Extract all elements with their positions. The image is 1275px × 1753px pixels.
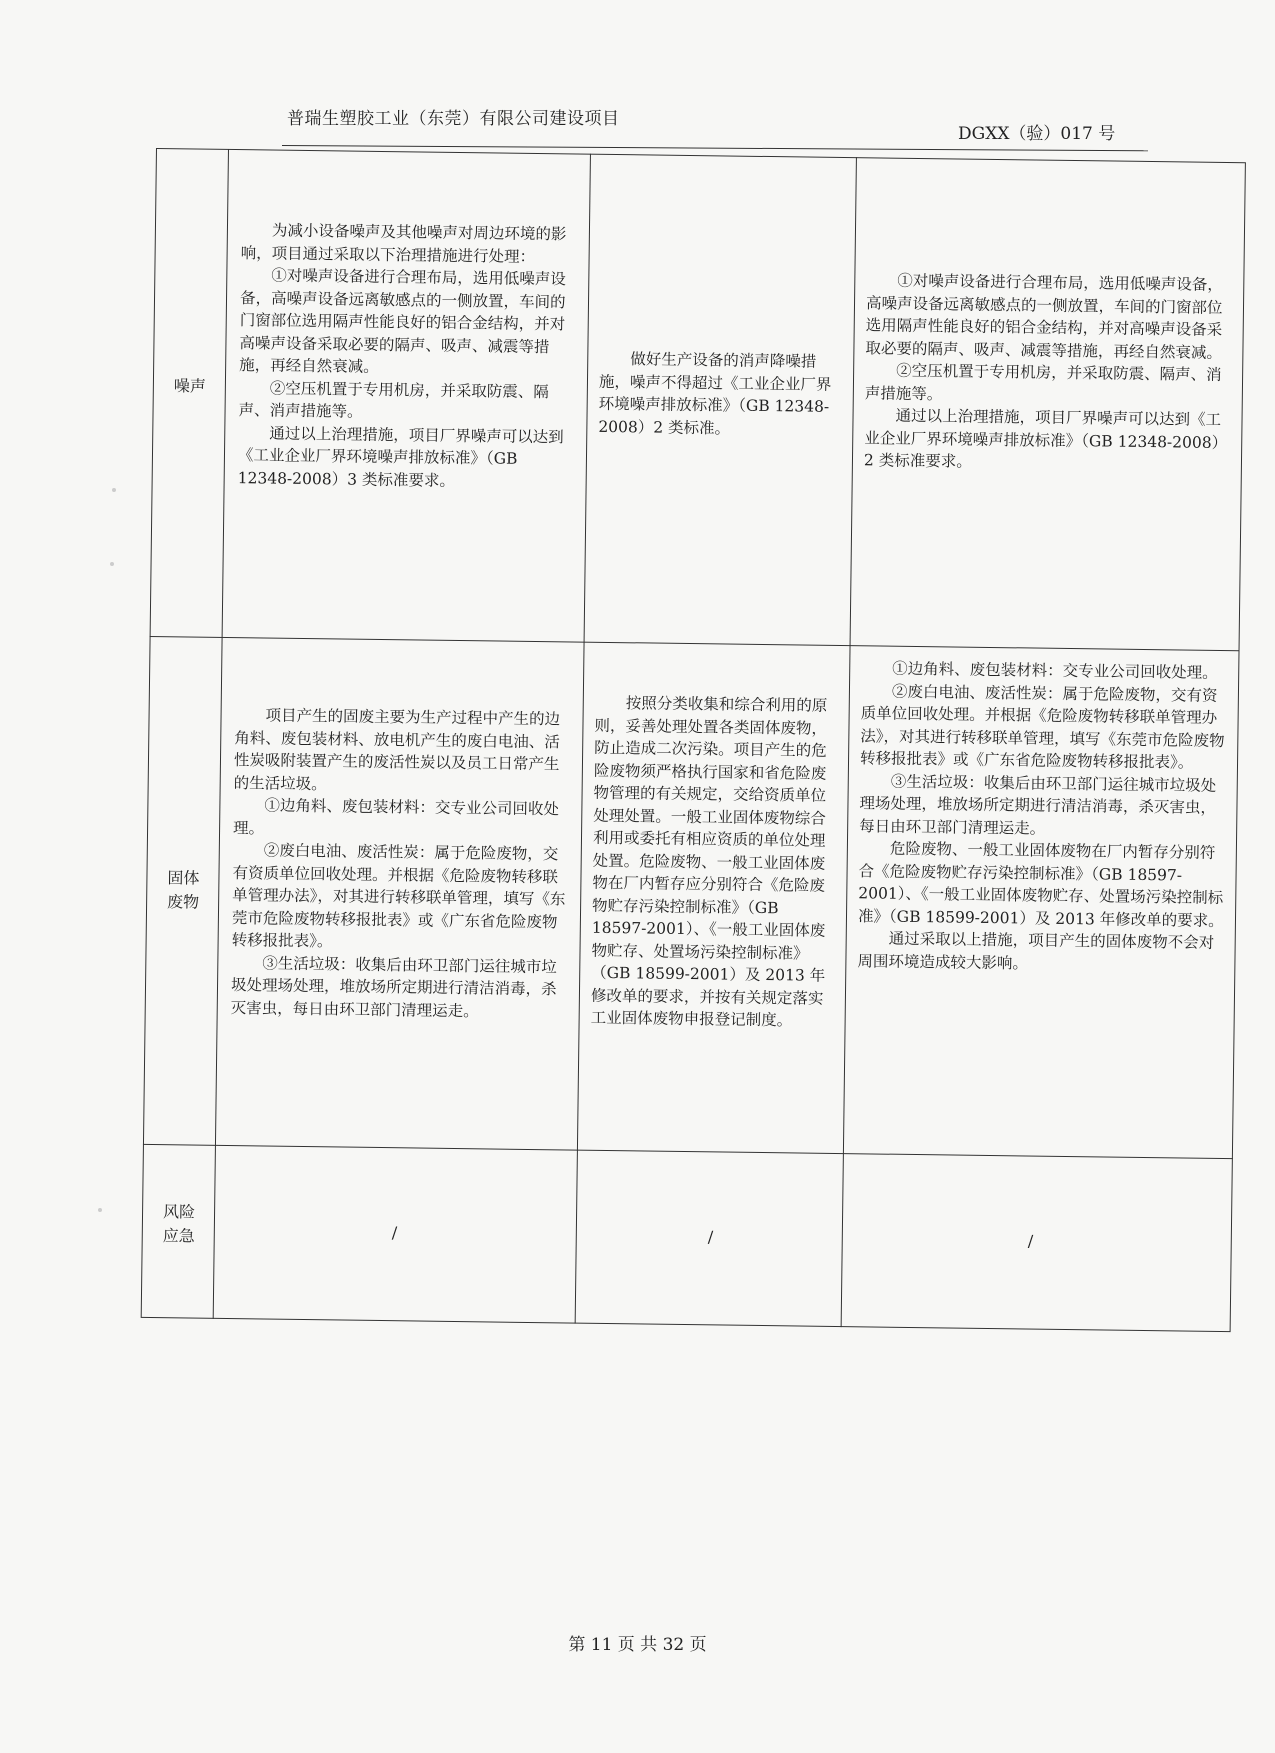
header-doc-number: DGXX（验）017 号 (958, 124, 1116, 144)
solid-waste-requirements-cell: 按照分类收集和综合利用的原则，妥善处理处置各类固体废物，防止造成二次污染。项目产生的危险废物须严格执行国家和省危险废物管理的有关规定，交给资质单位处理处置。一般工业固体废物综合利用或委托有相应资质的单位处理处置。危险废物、一般工业固体废物在厂内暂存应分别符合《危险废物贮存污染控制标准》（GB 18597-2001）、《一般工业固体废物贮存、处置场污染控制标准》（GB 18599-2001）及 2013 年修改单的要求，并按有关规定落实工业固体废物申报登记制度。 (590, 693, 828, 1030)
noise-implementation-cell: ①对噪声设备进行合理布局，选用低噪声设备，高噪声设备远离敏感点的一侧放置，车间的门窗部位选用隔声性能良好的铝合金结构，并对高噪声设备采取必要的隔声、吸声、减震等措施，再经自然衰减。 ②空压机置于专用机房，并采取防震、隔声、消声措施等。 通过以上治理措施，项目厂界噪声可以达到《工业企业厂界环境噪声排放标准》（GB 12348-2008）2 类标准要求。 (863, 271, 1228, 471)
solid-waste-implementation-cell: ①边角料、废包装材料：交专业公司回收处理。 ②废白电油、废活性炭：属于危险废物，交有资质单位回收处理。并根据《危险废物转移联单管理办法》，对其进行转移联单管理，填写《东莞市危险废物转移报批表》或《广东省危险废物转移报批表》。 ③生活垃圾：收集后由环卫部门运往城市垃圾处理场处理，堆放场所定期进行清洁消毒，杀灭害虫，每日由环卫部门清理运走。 危险废物、一般工业固体废物在厂内暂存分别符合《危险废物贮存污染控制标准》（GB 18597-2001）、《一般工业固体废物贮存、处置场污染控制标准》（GB 18599-2001）及 2013 年修改单的要求。 通过采取以上措施，项目产生的固体废物不会对周围环境造成较大影响。 (857, 659, 1225, 972)
header-company: 普瑞生塑胶工业（东莞）有限公司建设项目 (287, 109, 620, 129)
risk-measures-cell: / (391, 1223, 398, 1243)
header-rule (282, 145, 1148, 151)
page-number: 第 11 页 共 32 页 (568, 1635, 707, 1655)
noise-requirements-cell: 做好生产设备的消声降噪措施，噪声不得超过《工业企业厂界环境噪声排放标准》（GB 12348-2008）2 类标准。 (598, 349, 832, 438)
row-label-noise: 噪声 (173, 376, 207, 396)
risk-requirements-cell: / (707, 1227, 714, 1247)
row-label-solid-waste: 固体 废物 (166, 868, 200, 912)
risk-implementation-cell: / (1027, 1231, 1034, 1251)
scan-speck (110, 562, 114, 566)
measures-table (141, 148, 1246, 1332)
scan-speck (98, 1208, 102, 1212)
noise-measures-cell: 为减小设备噪声及其他噪声对周边环境的影响，项目通过采取以下治理措施进行处理： ①对噪声设备进行合理布局，选用低噪声设备，高噪声设备远离敏感点的一侧放置，车间的门窗部位选用隔声性能良好的铝合金结构，并对高噪声设备采取必要的隔声、吸声、减震等措施，再经自然衰减。 ②空压机置于专用机房，并采取防震、隔声、消声措施等。 通过以上治理措施，项目厂界噪声可以达到《工业企业厂界环境噪声排放标准》（GB 12348-2008）3 类标准要求。 (237, 221, 567, 490)
solid-waste-measures-cell: 项目产生的固废主要为生产过程中产生的边角料、废包装材料、放电机产生的废白电油、活性炭吸附装置产生的废活性炭以及员工日常产生的生活垃圾。 ①边角料、废包装材料：交专业公司回收处理。 ②废白电油、废活性炭：属于危险废物，交有资质单位回收处理。并根据《危险废物转移联单管理办法》，对其进行转移联单管理，填写《东莞市危险废物转移报批表》或《广东省危险废物转移报批表》。 ③生活垃圾：收集后由环卫部门运往城市垃圾处理场处理，堆放场所定期进行清洁消毒，杀灭害虫，每日由环卫部门清理运走。 (230, 706, 566, 1020)
scan-speck (112, 488, 116, 492)
row-label-risk-emergency: 风险 应急 (162, 1202, 196, 1246)
